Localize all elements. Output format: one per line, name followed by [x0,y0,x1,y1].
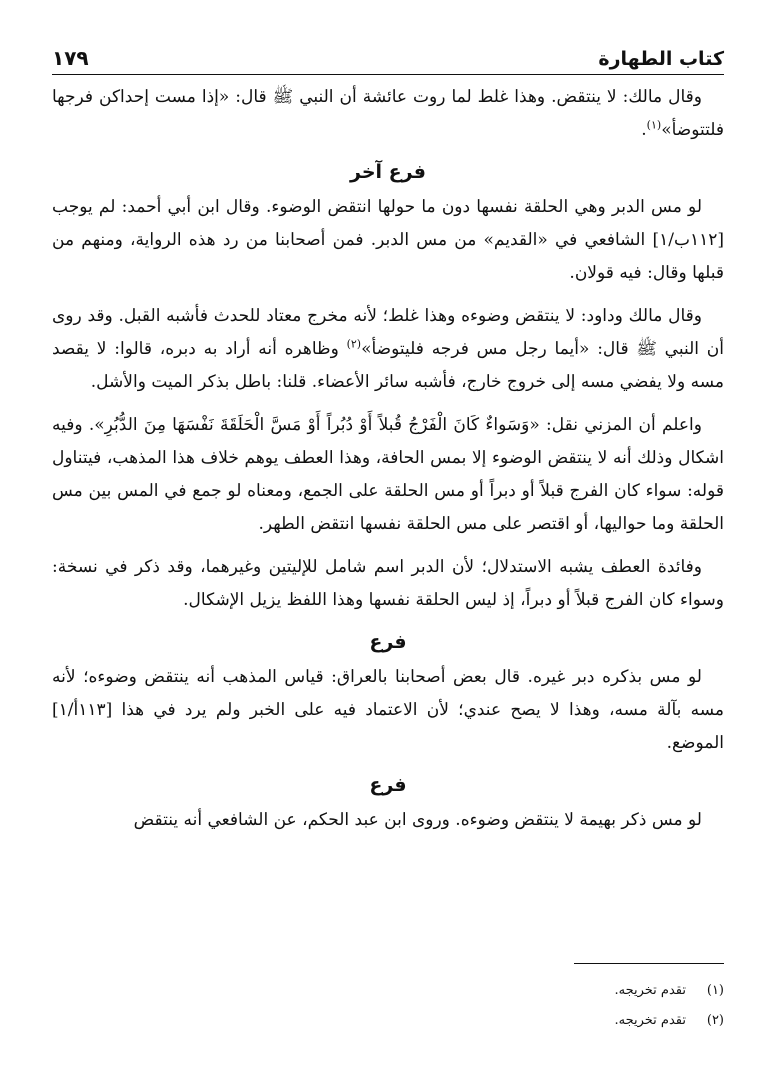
footnote-ref-2: (٢) [346,337,362,351]
section-heading-far-akhar: فرع آخر [350,161,426,183]
footnote-mark: (٢) [706,1013,724,1028]
paragraph-malik-dawud [52,300,724,399]
paragraph-animal-touch: لو مس ذكر بهيمة لا ينتقض وضوءه. وروى ابن عبد الحكم، عن الشافعي أنه ينتقض [133,810,702,830]
running-header [52,36,724,75]
footnotes [52,976,724,1036]
section-heading-far-1: فرع [369,631,407,653]
footnote-text: تقدم تخريجه. [614,1013,686,1028]
paragraph-text: وقال مالك: لا ينتقض. وهذا غلط لما روت عائشة أن النبي ﷺ قال: «إذا مست إحداكن فرجها فلتتوضأ» [52,87,724,140]
paragraph-touch-other-dubur: لو مس بذكره دبر غيره. قال بعض أصحابنا بالعراق: قياس المذهب أنه ينتقض وضوءه؛ لأنه مسه بآلة مسه، وهذا لا يصح عندي؛ لأن الاعتماد فيه على الخبر ولم يرد في هذا [١١٣أ/١] الموضع. [52,667,724,753]
paragraph-text-continued: وظاهره أنه أراد به دبره، قالوا: لا يقصد مسه ولا يفضي مسه إلى خروج خارج، فأشبه سائر الأعضاء. قلنا: باطل بذكر الميت والأشل. [52,339,724,392]
paragraph-malik-opinion [52,81,724,147]
footnote-mark: (١) [706,983,724,998]
footnote-divider [574,963,724,964]
paragraph-text: واعلم أن المزني نقل: [539,415,702,435]
paragraph-text-continued: . وفيه اشكال وذلك أنه لا ينتقض الوضوء إلا بمس الحافة، وهذا العطف يوهم خلاف هذا المذهب، فيتناول قوله: سواء كان الفرج قبلاً أو دبراً أو مس الحلقة على الجمع، ومعناه لو جمع في المس بين مس الحلقة وما حواليها، أو اقتصر على مس الحلقة نفسها انتقض الطهر. [52,415,724,534]
footnote-2 [52,1006,724,1036]
paragraph-end: . [641,120,647,140]
footnote-1 [52,976,724,1006]
footnote-text: تقدم تخريجه. [614,983,686,998]
running-title: كتاب الطهارة [598,48,724,70]
quoted-text: «وَسَواءٌ كَانَ الْفَرْجُ قُبلاً أَوْ دُبُراً أَوْ مَسَّ الْحَلَقَةَ نَفْسَهَا مِنَ الدُّبُرِ» [94,415,540,435]
paragraph-atf-benefit: وفائدة العطف يشبه الاستدلال؛ لأن الدبر اسم شامل للإليتين وغيرهما، وقد ذكر في نسخة: وسواء كان الفرج قبلاً أو دبراً، إذ ليس الحلقة نفسها وهذا اللفظ يزيل الإشكال. [52,557,724,610]
section-heading-far-2: فرع [369,774,407,796]
paragraph-muzani-quote [52,409,724,541]
footnote-ref-1: (١) [646,118,662,132]
page-number: ١٧٩ [52,46,89,70]
book-page [52,36,724,1076]
paragraph-text: وقال مالك وداود: لا ينتقض وضوءه وهذا غلط؛ لأنه مخرج معتاد للحدث فأشبه القبل. وقد روى أن النبي ﷺ قال: «أيما رجل مس فرجه فليتوضأ» [52,306,725,359]
paragraph-touching-dubur: لو مس الدبر وهي الحلقة نفسها دون ما حولها انتقض الوضوء. وقال ابن أبي أحمد: لم يوجب [١١٢ب/١] الشافعي في «القديم» من مس الدبر. فمن أصحابنا من رد هذه الرواية، ومنهم من قبلها وقال: فيه قولان. [52,197,724,283]
